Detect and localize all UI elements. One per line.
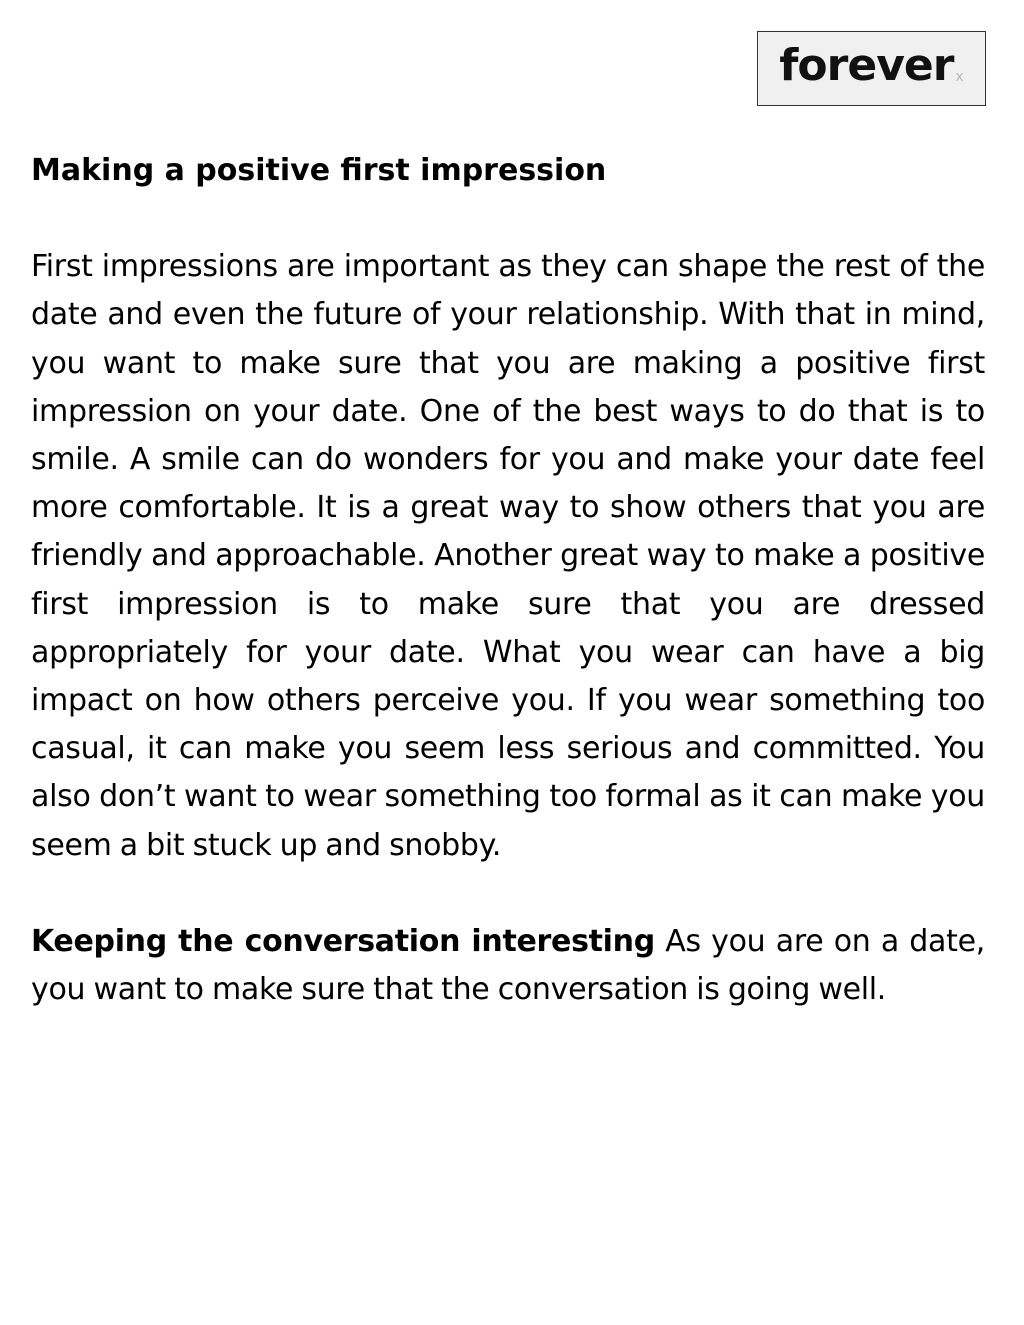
section-heading-first-impression: Making a positive first impression	[31, 153, 607, 188]
paragraph-first-impression: First impressions are important as they can shape the rest of the date and even the future of your relationship. With that in mind, you want to make sure that you are making a positive first impression on your date. One of the best ways to do that is to smile. A smile can do wonders for you and make your date feel more comfortable. It is a great way to show others that you are friendly and approachable. Another great way to make a positive first impression is to make sure that you are dressed appropriately for your date. What you wear can have a big impact on how others perceive you. If you wear something too casual, it can make you seem less serious and committed. You also don’t want to wear something too formal as it can make you seem a bit stuck up and snobby.	[31, 249, 985, 863]
logo-suffix: x	[955, 69, 964, 85]
article-body	[31, 147, 985, 1014]
section-heading-conversation: Keeping the conversation interesting	[31, 924, 655, 960]
spacer	[31, 870, 985, 918]
logo-wordmark: forever	[779, 39, 954, 91]
paragraph-conversation	[31, 918, 985, 1014]
spacer	[31, 195, 985, 243]
paragraph-conversation-text: As you are on a date, you want to make sure that the conversation is going well.	[31, 924, 985, 1008]
brand-logo	[757, 31, 986, 106]
